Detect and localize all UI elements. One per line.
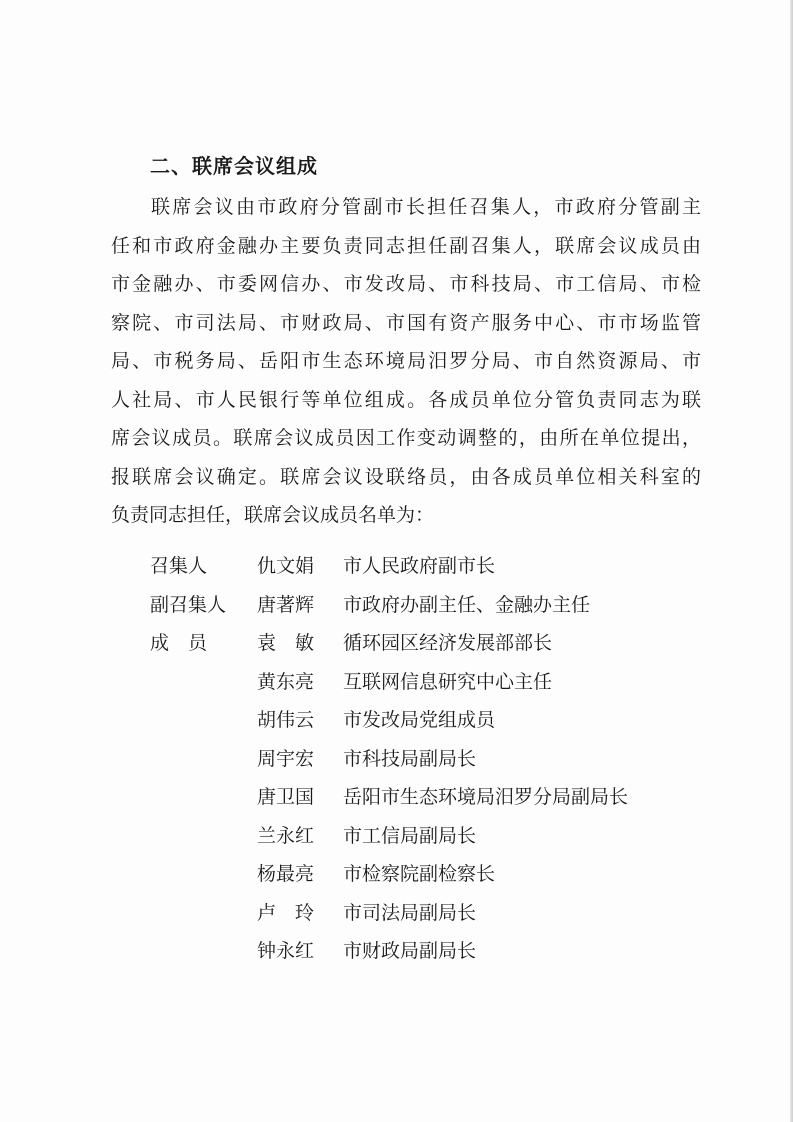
roster-name: 杨最亮 [257, 863, 315, 885]
roster-role: 副召集人 [150, 593, 227, 616]
roster-name: 唐著辉 [257, 593, 315, 616]
roster-name: 黄东亮 [257, 670, 315, 693]
roster-role: 召集人 [150, 555, 208, 577]
paragraph-line: 负责同志担任，联席会议成员名单为： [111, 504, 435, 526]
roster-name: 唐卫国 [257, 786, 315, 808]
paragraph-line: 任和市政府金融办主要负责同志担任副召集人，联席会议成员由 [111, 234, 701, 257]
roster-title: 循环园区经济发展部部长 [343, 632, 553, 654]
paragraph-line: 报联席会议确定。联席会议设联络员，由各成员单位相关科室的 [111, 465, 701, 488]
paragraph-line: 局、市税务局、岳阳市生态环境局汨罗分局、市自然资源局、市 [111, 350, 701, 372]
roster-title: 市检察院副检察长 [343, 863, 496, 885]
roster-title: 市政府办副主任、金融办主任 [343, 593, 591, 616]
paragraph-line: 察院、市司法局、市财政局、市国有资产服务中心、市市场监管 [111, 311, 701, 334]
roster-title: 市人民政府副市长 [343, 555, 496, 577]
roster-role: 成员 [150, 632, 227, 654]
paragraph-line: 联席会议由市政府分管副市长担任召集人，市政府分管副主 [151, 196, 701, 218]
roster-name: 胡伟云 [257, 709, 315, 731]
section-heading: 二、联席会议组成 [150, 154, 318, 178]
roster-name: 仇文娟 [257, 555, 315, 577]
roster-name: 周宇宏 [257, 747, 315, 770]
roster-title: 互联网信息研究中心主任 [343, 670, 553, 693]
paragraph-line: 市金融办、市委网信办、市发改局、市科技局、市工信局、市检 [111, 273, 701, 295]
roster-title: 市司法局副局长 [343, 901, 477, 924]
roster-title: 市财政局副局长 [343, 940, 477, 962]
composition-paragraph [111, 188, 701, 535]
roster-name: 袁敏 [257, 632, 334, 654]
roster-name: 钟永红 [257, 940, 315, 962]
roster-title: 岳阳市生态环境局汨罗分局副局长 [343, 786, 629, 808]
roster-name: 兰永红 [257, 824, 315, 847]
paragraph-line: 席会议成员。联席会议成员因工作变动调整的，由所在单位提出， [111, 427, 701, 449]
roster-title: 市发改局党组成员 [343, 709, 496, 731]
roster-name: 卢玲 [257, 901, 334, 924]
roster-title: 市科技局副局长 [343, 747, 477, 770]
paragraph-line: 人社局、市人民银行等单位组成。各成员单位分管负责同志为联 [111, 388, 701, 411]
roster-title: 市工信局副局长 [343, 824, 477, 847]
